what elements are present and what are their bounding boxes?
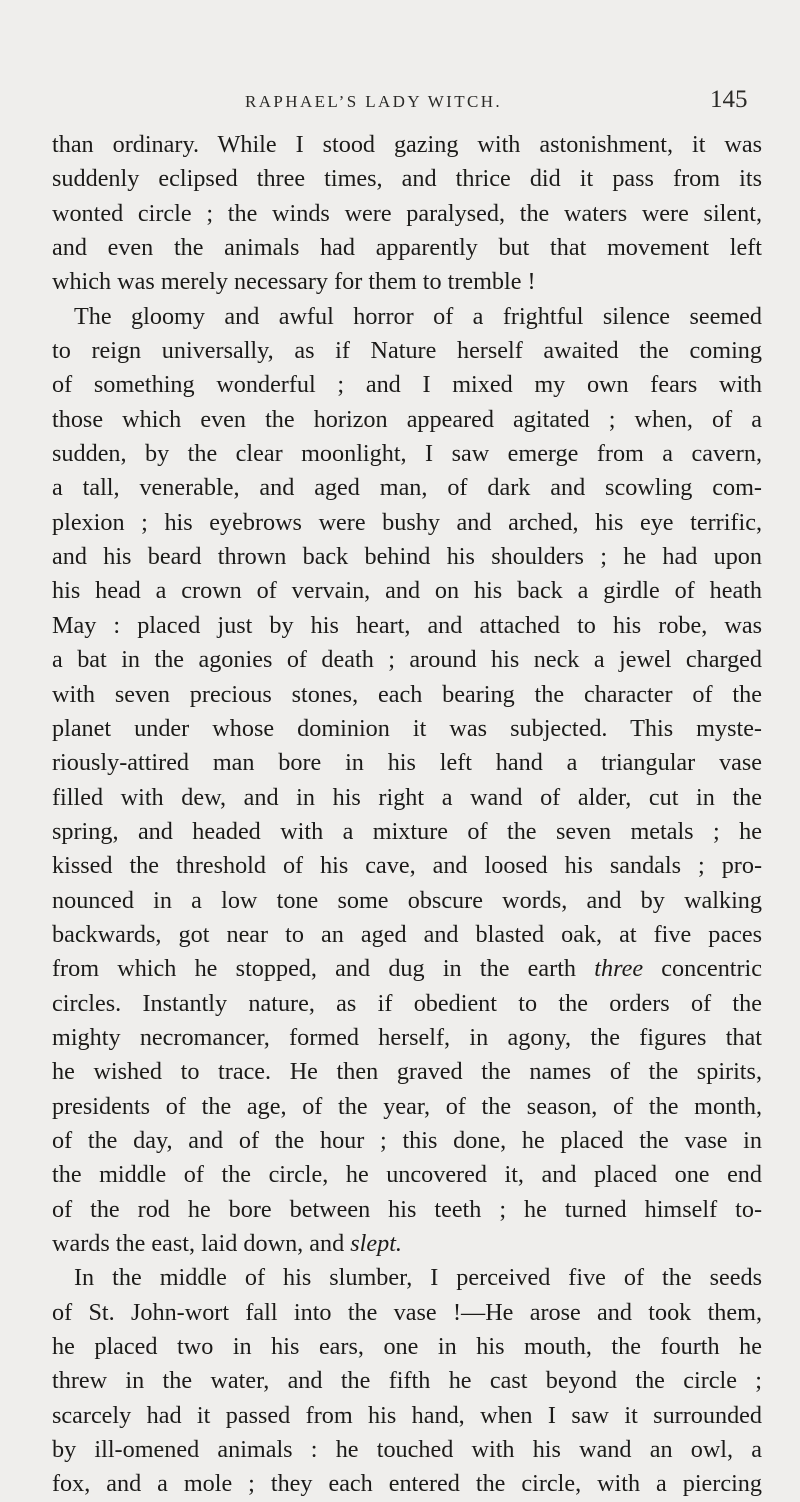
text-line: riously-attired man bore in his left hand a triangular vase [52, 749, 762, 777]
text-line-with-italic [52, 952, 762, 986]
text-line: May : placed just by his heart, and attached to his robe, was [52, 611, 762, 639]
text-line: of something wonderful ; and I mixed my own fears with [52, 371, 762, 399]
running-head-title: RAPHAEL’S LADY WITCH. [245, 92, 503, 111]
text-line: kissed the threshold of his cave, and loosed his sandals ; pro- [52, 852, 762, 880]
text-line: backwards, got near to an aged and blasted oak, at five paces [52, 920, 762, 948]
text-line: The gloomy and awful horror of a frightful silence seemed [74, 302, 762, 330]
text-line: sudden, by the clear moonlight, I saw emerge from a cavern, [52, 440, 762, 468]
text-line: of the day, and of the hour ; this done, he placed the vase in [52, 1126, 762, 1154]
text-line: by ill-omened animals : he touched with his wand an owl, a [52, 1436, 762, 1464]
text-line: those which even the horizon appeared agitated ; when, of a [52, 405, 762, 433]
text-line: he placed two in his ears, one in his mouth, the fourth he [52, 1333, 762, 1361]
text-line: planet under whose dominion it was subjected. This myste- [52, 714, 762, 742]
text-line: presidents of the age, of the year, of the season, of the month, [52, 1092, 762, 1120]
text-segment: from which he stopped, and dug in the earth [52, 955, 595, 983]
italic-word: three [594, 955, 644, 983]
text-line: of St. John-wort fall into the vase !—He arose and took them, [52, 1298, 762, 1326]
text-line: he wished to trace. He then graved the names of the spirits, [52, 1058, 762, 1086]
text-line: to reign universally, as if Nature herself awaited the coming [52, 337, 762, 365]
text-line: and his beard thrown back behind his shoulders ; he had upon [52, 543, 762, 571]
text-line: nounced in a low tone some obscure words, and by walking [52, 886, 762, 914]
text-line: the middle of the circle, he uncovered it, and placed one end [52, 1161, 762, 1189]
text-line: of the rod he bore between his teeth ; he turned himself to- [52, 1195, 762, 1223]
text-line: his head a crown of vervain, and on his back a girdle of heath [52, 577, 762, 605]
text-line: spring, and headed with a mixture of the seven metals ; he [52, 817, 762, 845]
text-line: with seven precious stones, each bearing the character of the [52, 680, 762, 708]
body-text [52, 128, 762, 1502]
text-line: and even the animals had apparently but that movement left [52, 234, 762, 262]
text-line: mighty necromancer, formed herself, in agony, the figures that [52, 1023, 762, 1051]
text-segment: wards the east, laid down, and [52, 1230, 351, 1257]
text-line: filled with dew, and in his right a wand of alder, cut in the [52, 783, 762, 811]
italic-word: slept. [350, 1230, 402, 1257]
running-head [0, 86, 800, 122]
text-line: fox, and a mole ; they each entered the circle, with a piercing [52, 1470, 762, 1498]
text-segment: concentric [643, 955, 763, 983]
text-line: scarcely had it passed from his hand, when I saw it surrounded [52, 1401, 762, 1429]
text-line: a tall, venerable, and aged man, of dark and scowling com- [52, 474, 762, 502]
text-line: threw in the water, and the fifth he cast beyond the circle ; [52, 1367, 762, 1395]
text-line: plexion ; his eyebrows were bushy and arched, his eye terrific, [52, 508, 762, 536]
text-line: wonted circle ; the winds were paralysed, the waters were silent, [52, 199, 762, 227]
text-line: which was merely necessary for them to tremble ! [52, 268, 536, 296]
text-line: than ordinary. While I stood gazing with astonishment, it was [52, 131, 762, 158]
text-line: suddenly eclipsed three times, and thrice did it pass from its [52, 165, 762, 193]
text-line: circles. Instantly nature, as if obedient to the orders of the [52, 989, 762, 1017]
page-number: 145 [710, 86, 748, 113]
text-line: a bat in the agonies of death ; around his neck a jewel charged [52, 646, 762, 674]
text-line: In the middle of his slumber, I perceived five of the seeds [74, 1264, 762, 1292]
text-line-with-italic [52, 1227, 762, 1261]
